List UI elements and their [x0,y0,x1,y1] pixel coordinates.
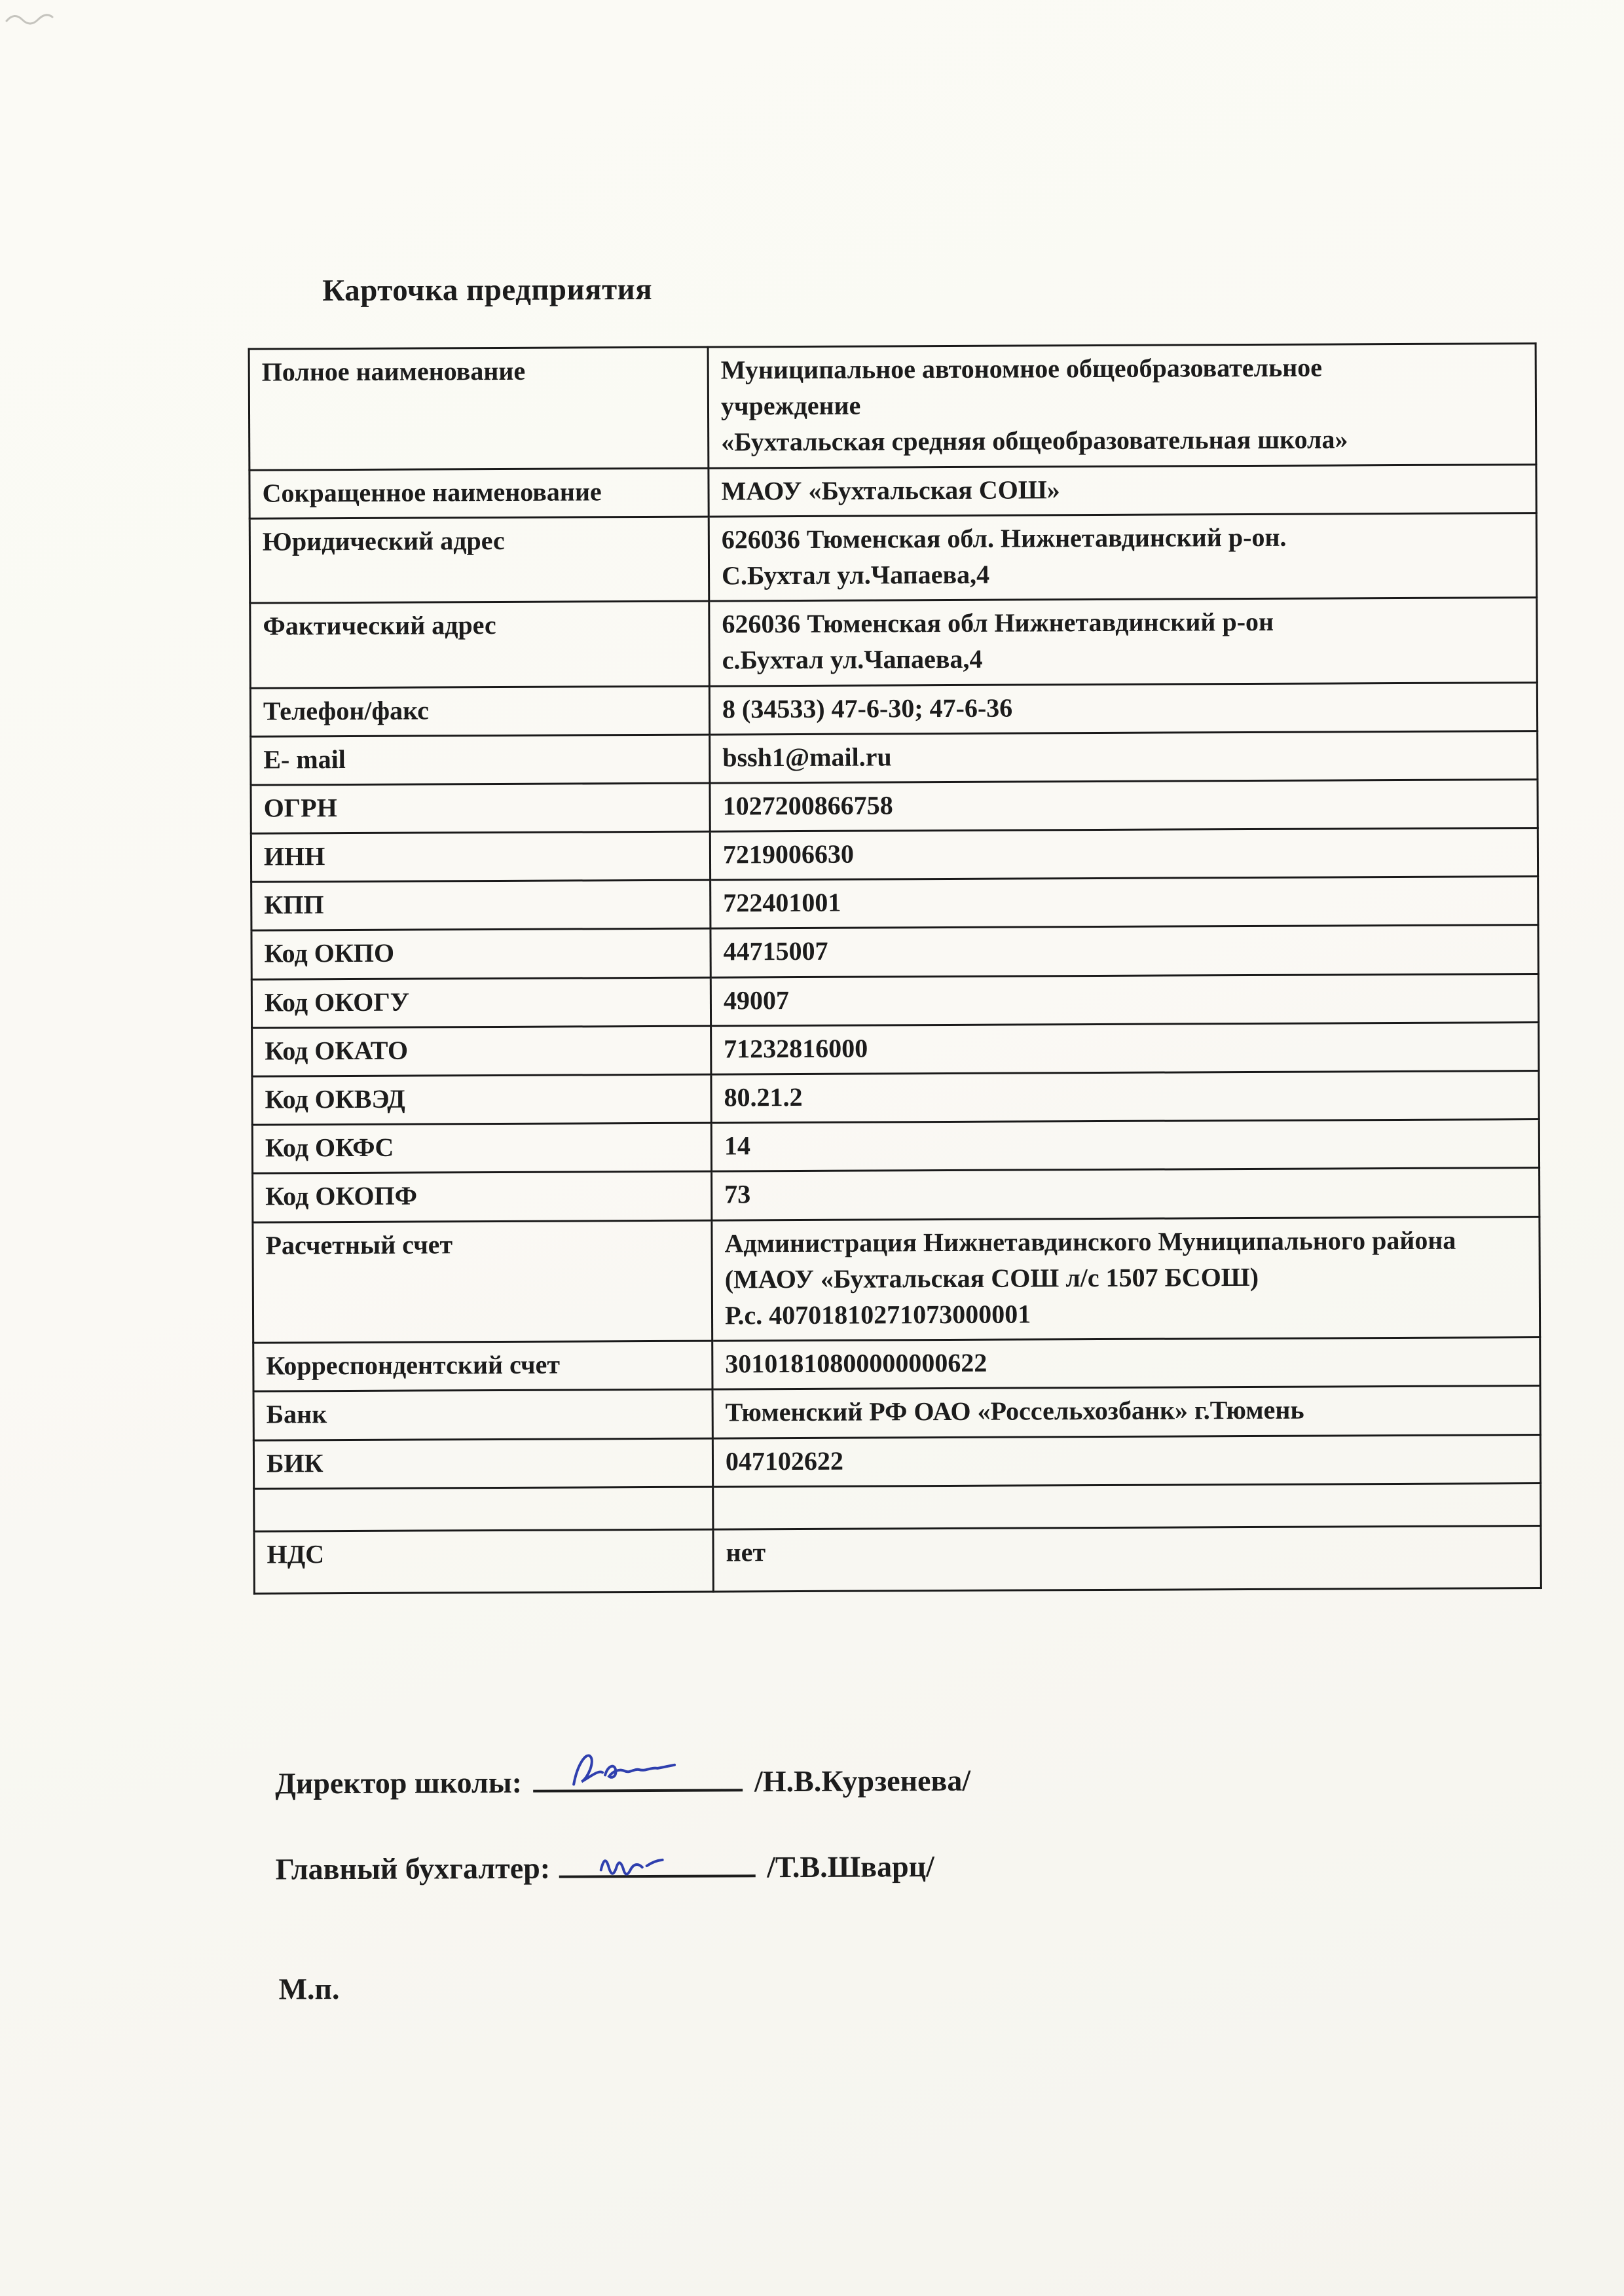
field-value-cell: 722401001 [710,877,1538,929]
field-value-cell: Тюменский РФ ОАО «Россельхозбанк» г.Тюмень [712,1386,1540,1438]
field-label-cell: E- mail [251,735,710,785]
field-label-cell: Телефон/факс [250,686,709,737]
field-value-cell: 1027200866758 [710,779,1538,831]
field-value-cell: Муниципальное автономное общеобразовательное учреждение «Бухтальская средняя общеобразовательная школа» [708,344,1536,468]
field-value-cell: 80.21.2 [711,1071,1539,1123]
field-value-cell: 8 (34533) 47-6-30; 47-6-36 [709,682,1537,735]
field-value-cell: 047102622 [712,1434,1540,1487]
director-signature-underline [534,1779,743,1792]
field-value-cell: Администрация Нижнетавдинского Муниципального района (МАОУ «Бухтальская СОШ л/с 1507 БСОШ) Р.с. 40701810271073000001 [712,1216,1540,1341]
field-value-cell: 73 [712,1168,1540,1220]
field-value-cell: 626036 Тюменская обл. Нижнетавдинский р-он. С.Бухтал ул.Чапаева,4 [709,513,1537,601]
table-row [251,779,1538,833]
table-row [249,464,1536,519]
table-row [251,925,1538,979]
table-row [249,344,1536,470]
field-label-cell [254,1487,713,1531]
accountant-signature-line [276,1846,1624,1886]
field-label-cell: ИНН [251,831,710,882]
field-label-cell: Банк [253,1389,712,1440]
accountant-handwritten-signature [590,1842,708,1882]
table-row [253,1168,1540,1222]
field-value-cell: 7219006630 [710,828,1538,881]
director-label: Директор школы: [275,1765,523,1800]
field-label-cell: Сокращенное наименование [249,468,709,519]
table-row-empty [254,1483,1541,1531]
director-name: /Н.В.Курзенева/ [754,1763,971,1798]
stamp-placeholder: М.п. [278,1971,340,2006]
field-value-cell: 49007 [710,974,1538,1026]
field-label-cell: Фактический адрес [250,601,710,687]
field-value-cell: 14 [711,1120,1539,1172]
field-value-cell [713,1483,1541,1529]
director-signature-line [275,1760,1624,1800]
field-value-cell: МАОУ «Бухтальская СОШ» [709,464,1536,517]
accountant-name: /Т.В.Шварц/ [767,1849,935,1884]
field-value-cell: 71232816000 [711,1022,1539,1074]
table-row [251,877,1538,931]
field-label-cell: БИК [253,1438,712,1489]
table-row [251,828,1538,883]
table-row [254,1525,1541,1594]
field-value-cell: 30101810800000000622 [712,1338,1540,1390]
company-card-table [248,342,1542,1594]
table-row [253,1434,1540,1489]
field-label-cell: Код ОКФС [252,1123,711,1173]
field-label-cell: ОГРН [251,783,710,833]
table-row [253,1216,1540,1343]
field-label-cell: НДС [254,1529,713,1594]
field-label-cell: Расчетный счет [253,1220,712,1343]
table-row [251,974,1538,1028]
field-label-cell: Код ОКОПФ [253,1171,712,1222]
page-title: Карточка предприятия [322,272,653,308]
director-handwritten-signature [564,1743,715,1796]
field-label-cell: Код ОКПО [251,929,710,979]
table-row [253,1386,1540,1440]
table-row [250,598,1538,688]
field-label-cell: Юридический адрес [249,517,709,603]
field-label-cell: КПП [251,880,710,930]
field-value-cell: нет [713,1525,1541,1592]
field-label-cell: Полное наименование [249,347,709,470]
signature-block [275,1760,1624,1886]
field-value-cell: bssh1@mail.ru [710,731,1538,783]
table-row [249,513,1537,603]
field-label-cell: Код ОКВЭД [252,1074,711,1125]
accountant-signature-underline [559,1865,756,1878]
table-row [253,1338,1540,1392]
field-label-cell: Корреспондентский счет [253,1341,712,1391]
field-label-cell: Код ОКАТО [252,1026,711,1076]
field-value-cell: 626036 Тюменская обл Нижнетавдинский р-он с.Бухтал ул.Чапаева,4 [709,598,1538,686]
field-label-cell: Код ОКОГУ [251,977,710,1028]
table-row [251,731,1538,785]
accountant-label: Главный бухгалтер: [275,1851,551,1886]
table-row [252,1022,1539,1076]
field-value-cell: 44715007 [710,925,1538,977]
table-row [252,1120,1539,1174]
table-row [252,1071,1539,1125]
table-row [250,682,1537,737]
